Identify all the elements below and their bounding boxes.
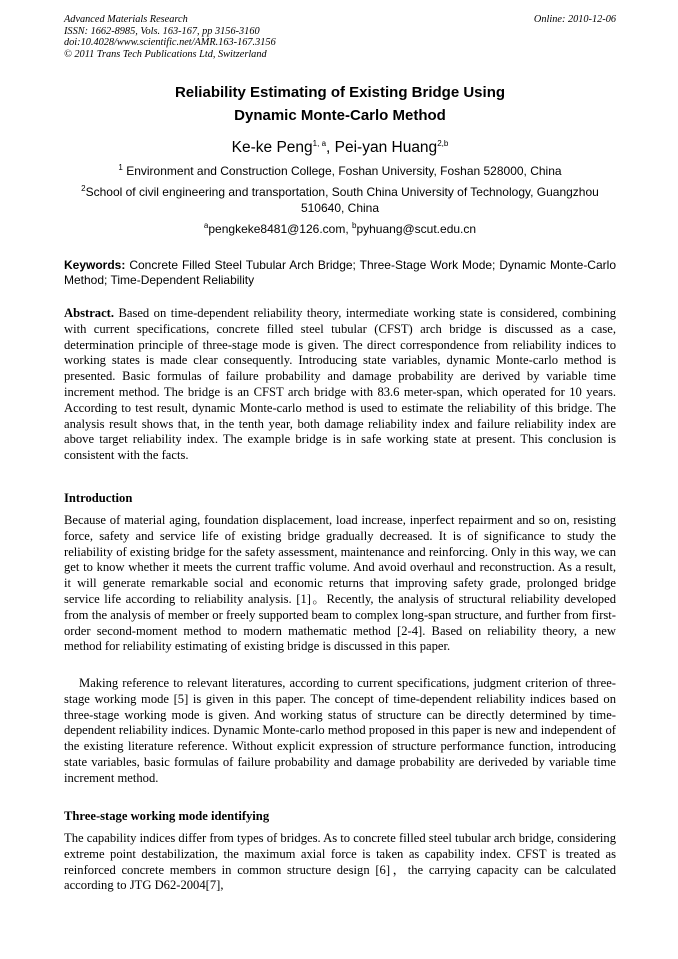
- email-a-link[interactable]: pengkeke8481@126.com,: [208, 222, 352, 236]
- author-list: [64, 138, 616, 158]
- paper-title: [64, 81, 616, 127]
- journal-name: Advanced Materials Research: [64, 14, 188, 25]
- affiliation-1-text: Environment and Construction College, Foshan University, Foshan 528000, China: [122, 164, 562, 178]
- affiliation-1: [64, 163, 616, 179]
- email-b-link[interactable]: pyhuang@scut.edu.cn: [356, 222, 477, 236]
- three-stage-heading: Three-stage working mode identifying: [64, 809, 270, 823]
- journal-doi: doi:10.4028/www.scientific.net/AMR.163-167.3156: [64, 37, 276, 48]
- introduction-paragraph-2: Making reference to relevant literatures, according to current specifications, judgment criterion of three-stage working mode [5] is given in this paper. The concept of time-dependent reliability indices based on three-stage working mode is given. And working status of structure can be directly determined by time-dependent reliability indices. Dynamic Monte-carlo method proposed in this paper is new and independent of the existing literature reference. Without explicit expression of structure performance function, introducing state variables, basic formulas of failure probability and damage probability are deriveded by variable time increment method.: [64, 676, 616, 785]
- author-2-name: Pei-yan Huang: [334, 139, 438, 156]
- author-1-affil-mark: 1, a: [312, 138, 327, 148]
- keywords-label: Keywords:: [64, 258, 126, 272]
- author-separator: ,: [326, 139, 335, 156]
- abstract-label: Abstract.: [64, 306, 115, 320]
- affiliation-2-text: School of civil engineering and transportation, South China University of Technology, Guangzhou 510640, China: [85, 185, 599, 215]
- author-2-affil-mark: 2,b: [437, 138, 449, 148]
- title-line-2: Dynamic Monte-Carlo Method: [234, 107, 446, 124]
- email-b-mark: b: [352, 221, 357, 230]
- email-a-mark: a: [203, 221, 209, 230]
- three-stage-paragraph-1: The capability indices differ from types of bridges. As to concrete filled steel tubular arch bridge, considering extreme point destabilization, the maximum axial force is taken as capability index. CFST is treated as reinforced concrete members in common structure design [6]，the carrying capacity can be calculated according to JTG D62-2004[7],: [64, 831, 616, 893]
- author-emails: [64, 221, 616, 237]
- affiliation-2-mark: 2: [81, 184, 86, 193]
- title-line-1: Reliability Estimating of Existing Bridge Using: [174, 84, 506, 101]
- abstract-text: Based on time-dependent reliability theory, intermediate working state is considered, combining with current specifications, concrete filled steel tubular (CFST) arch bridge is discussed as a case, determination principle of three-stage mode is given. The direct correspondence from reliability indices to working states is made clear consequently. Introducing state variables, dynamic Monte-carlo method is presented. Basic formulas of failure probability and damage probability are derived by variable time increment method. The bridge is an CFST arch bridge with 83.6 meter-span, which operated for 10 years. According to test result, dynamic Monte-carlo method is used to estimate the reliability of this bridge. The analysis result shows that, in the tenth year, both damage reliability index and failure reliability index are above target reliability index. The example bridge is in safe working state at present. This conclusion is consistent with the facts.: [64, 306, 616, 463]
- affiliation-2: [64, 184, 616, 216]
- introduction-heading: Introduction: [64, 491, 133, 505]
- introduction-paragraph-1: Because of material aging, foundation displacement, load increase, inperfect repairment and so on, resisting force, safety and service life of existing bridge gradually decreased. It is of significance to study the reliability of existing bridge for the safety assessment, maintenance and reinforcing. Only in this way, we can get to know whether it meets the current traffic volume. And avoid overhaul and reconstruction. As a result, it will generate remarkable social and economic returns that improving safety grade, prolonged bridge service life according to reliability analysis. [1]。Recently, the analysis of structural reliability developed from the analysis of member or freely supported beam to complex long-span structure, and further from first-order second-moment method to modern mathematic method [2-4]. Based on reliability theory, a new method for reliability estimating of existing bridge is discussed in this paper.: [64, 513, 616, 654]
- abstract-paragraph: [64, 306, 616, 464]
- keywords-text: Concrete Filled Steel Tubular Arch Bridge; Three-Stage Work Mode; Dynamic Monte-Carlo Method; Time-Dependent Reliability: [64, 258, 616, 287]
- journal-header: [64, 14, 616, 60]
- journal-issn: ISSN: 1662-8985, Vols. 163-167, pp 3156-3160: [64, 25, 260, 37]
- author-1-name: Ke-ke Peng: [231, 139, 313, 156]
- online-date: Online: 2010-12-06: [533, 14, 616, 25]
- journal-copyright: © 2011 Trans Tech Publications Ltd, Switzerland: [64, 48, 267, 60]
- keywords-block: [64, 258, 616, 287]
- affiliation-1-mark: 1: [118, 163, 123, 172]
